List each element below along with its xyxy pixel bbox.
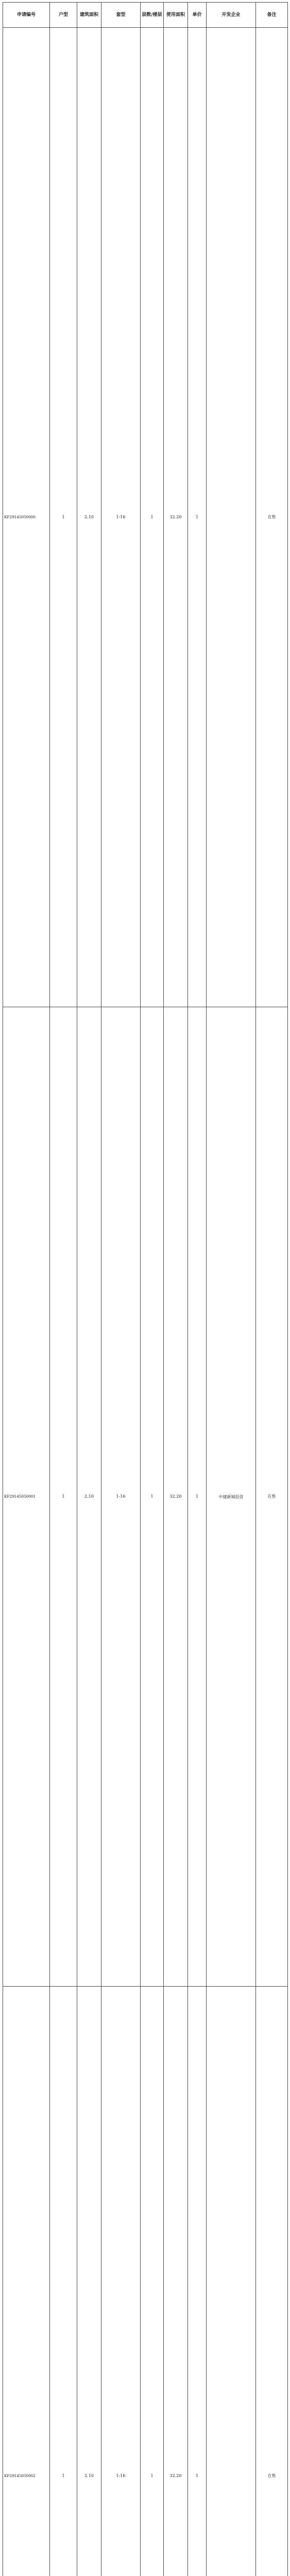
floor-cell: 1 — [141, 1007, 164, 1987]
usable-area-cell: 32.20 — [164, 28, 188, 1007]
application-id-cell: KF29145050000 — [3, 28, 50, 1007]
unit-plan-cell: 1-16 — [101, 28, 141, 1007]
application-id-cell: KF29145050002 — [3, 1987, 50, 2576]
floor-cell: 1 — [141, 1987, 164, 2576]
status-cell: 在售 — [256, 28, 288, 1007]
developer-cell — [207, 1987, 256, 2576]
header-row — [3, 3, 288, 28]
unit-price-cell: 1 — [188, 1007, 207, 1987]
unit-type-cell: 1 — [50, 28, 77, 1007]
header-cell: 套型 — [101, 3, 141, 28]
floor-cell: 1 — [141, 28, 164, 1007]
table-row — [3, 28, 288, 1007]
header-cell: 单价 — [188, 3, 207, 28]
status-cell: 在售 — [256, 1987, 288, 2576]
unit-type-cell: 1 — [50, 1007, 77, 1987]
document-sheet — [3, 2, 287, 2576]
unit-type-cell: 1 — [50, 1987, 77, 2576]
unit-plan-cell: 1-16 — [101, 1007, 141, 1987]
developer-cell: 中建新城投资 — [207, 1007, 256, 1987]
header-cell: 备注 — [256, 3, 288, 28]
listing-table — [3, 2, 288, 2576]
floor-area-cell: 2.10 — [77, 1987, 101, 2576]
header-cell: 开发企业 — [207, 3, 256, 28]
header-cell: 层数/楼层 — [141, 3, 164, 28]
floor-area-cell: 2.10 — [77, 28, 101, 1007]
usable-area-cell: 32.20 — [164, 1007, 188, 1987]
header-cell: 使用面积 — [164, 3, 188, 28]
status-cell: 在售 — [256, 1007, 288, 1987]
unit-price-cell: 1 — [188, 28, 207, 1007]
unit-plan-cell: 1-16 — [101, 1987, 141, 2576]
header-cell: 户型 — [50, 3, 77, 28]
header-cell: 申请编号 — [3, 3, 50, 28]
unit-price-cell: 1 — [188, 1987, 207, 2576]
usable-area-cell: 32.20 — [164, 1987, 188, 2576]
table-body — [3, 28, 288, 2576]
floor-area-cell: 2.10 — [77, 1007, 101, 1987]
application-id-cell: KF29145050001 — [3, 1007, 50, 1987]
developer-cell — [207, 28, 256, 1007]
table-row — [3, 1007, 288, 1987]
header-cell: 建筑面积 — [77, 3, 101, 28]
table-row — [3, 1987, 288, 2576]
